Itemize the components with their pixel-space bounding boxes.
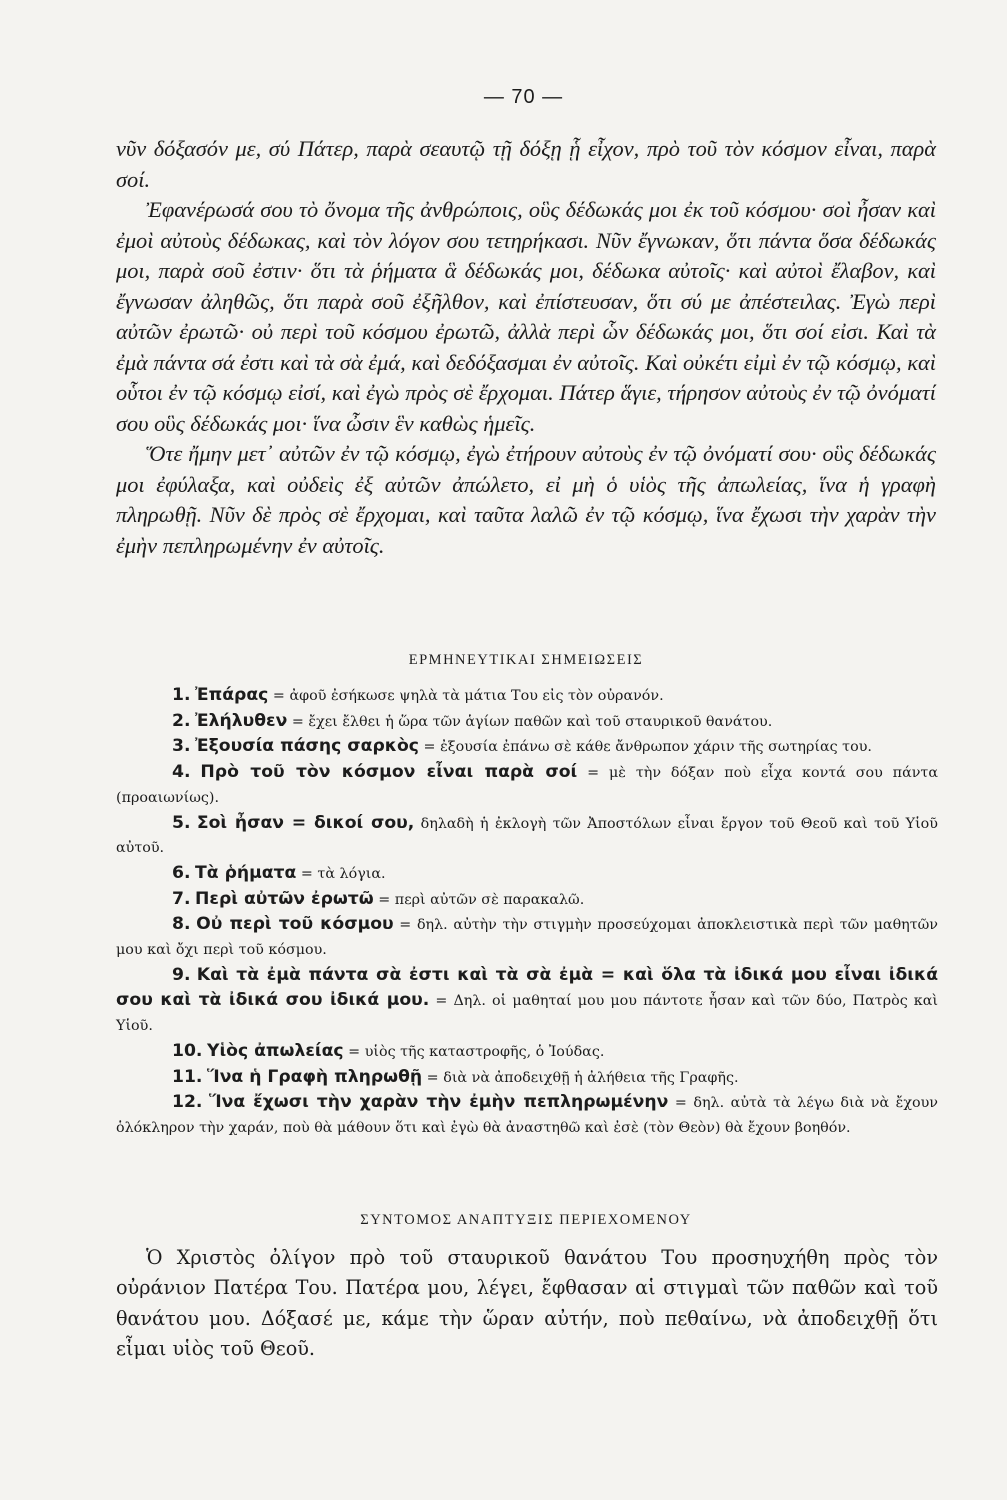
note-separator: = [668,1095,694,1112]
note-text: τὰ λόγια. [317,865,386,882]
note-separator: = [419,739,441,756]
page-number: — 70 — [483,86,564,108]
note-term: Οὐ περὶ τοῦ κόσμου [196,914,394,935]
note-term: Πρὸ τοῦ τὸν κόσμον εἶναι παρὰ σοί [200,762,578,783]
note-term: Περὶ αὐτῶν ἐρωτῶ [195,888,374,909]
note-term: Ἐλήλυθεν [195,710,288,731]
note-number: 5. [172,812,191,833]
note-number: 2. [172,710,191,731]
note-text: υἱὸς τῆς καταστροφῆς, ὁ Ἰούδας. [364,1043,605,1060]
note-separator: = [429,993,454,1010]
note-number: 1. [172,685,191,705]
note-term: Ἐπάρας [195,685,269,705]
note-item [116,1090,938,1140]
note-term: Ἵνα ἡ Γραφὴ πληρωθῇ [207,1066,423,1087]
note-text: ἐξουσία ἐπάνω σὲ κάθε ἄνθρωπον χάριν τῆς σωτηρίας του. [440,739,872,756]
scripture-paragraph: Ὅτε ἤμην μετ᾿ αὐτῶν ἐν τῷ κόσμῳ, ἐγὼ ἐτήρουν αὐτοὺς ἐν τῷ ὀνόματί σου· οὓς δέδωκάς μοι ἐφύλαξα, καὶ οὐδεὶς ἐξ αὐτῶν ἀπώλετο, εἰ μὴ ὁ υἱὸς τῆς ἀπωλείας, ἵνα ἡ γραφὴ πληρωθῇ. Νῦν δὲ πρὸς σὲ ἔρχομαι, καὶ ταῦτα λαλῶ ἐν τῷ κόσμῳ, ἵνα ἔχωσι τὴν χαρὰν τὴν ἐμὴν πεπληρωμένην ἐν αὐτοῖς. [116,441,936,558]
note-item [116,963,938,1039]
note-number: 9. [172,964,191,985]
note-text: διὰ νὰ ἀποδειχθῇ ἡ ἀλήθεια τῆς Γραφῆς. [443,1069,739,1086]
note-term: Καὶ τὰ ἐμὰ πάντα σὰ ἐστι καὶ τὰ σὰ ἐμὰ = καὶ ὅλα τὰ ἰδικά μου εἶναι ἰδικά σου καὶ τὰ ἰδικά σου ἰδικά μου. [116,964,939,1011]
note-separator: = [577,765,609,782]
notes-heading: ΕΡΜΗΝΕΥΤΙΚΑΙ ΣΗΜΕΙΩΣΕΙΣ [408,652,644,668]
note-text: δηλαδὴ ἡ ἐκλογὴ τῶν Ἀποστόλων εἶναι ἔργον τοῦ Θεοῦ καὶ τοῦ Υἱοῦ αὐτοῦ. [116,815,938,857]
note-item [116,760,938,810]
note-number: 7. [172,888,191,909]
note-term: Ἵνα ἔχωσι τὴν χαρὰν τὴν ἐμὴν πεπληρωμένην [208,1092,669,1113]
scripture-text [116,134,936,561]
note-separator: = [373,891,395,908]
note-term: Σοὶ ἦσαν = δικοί σου, [196,812,415,833]
scripture-paragraph: νῦν δόξασόν με, σύ Πάτερ, παρὰ σεαυτῷ τῇ δόξῃ ᾗ εἶχον, πρὸ τοῦ τὸν κόσμον εἶναι, παρὰ σοί. [116,136,936,192]
note-item [116,811,938,861]
note-item [116,683,938,709]
note-item [116,861,938,887]
note-term: Ἐξουσία πάσης σαρκὸς [195,736,419,757]
note-term: Υἱὸς ἀπωλείας [207,1040,344,1061]
note-number: 3. [172,736,191,757]
note-number: 11. [172,1066,203,1087]
note-item [116,912,938,962]
note-item [116,1065,938,1091]
note-number: 12. [172,1092,203,1113]
note-item [116,709,938,735]
note-number: 10. [172,1040,203,1061]
note-text: Δηλ. οἱ μαθηταί μου μου πάντοτε ἦσαν καὶ τῶν δύο, Πατρὸς καὶ Υἱοῦ. [116,993,938,1035]
note-item [116,734,938,760]
note-term: Τὰ ῥήματα [195,862,297,883]
note-item [116,887,938,913]
note-text: μὲ τὴν δόξαν ποὺ εἶχα κοντά σου πάντα (προαιωνίως). [116,765,938,806]
scripture-paragraph: Ἐφανέρωσά σου τὸ ὄνομα τῆς ἀνθρώποις, οὓς δέδωκάς μοι ἐκ τοῦ κόσμου· σοὶ ἦσαν καὶ ἐμοὶ αὐτοὺς δέδωκας, καὶ τὸν λόγον σου τετηρήκασι. Νῦν ἔγνωκαν, ὅτι πάντα ὅσα δέδωκάς μοι, παρὰ σοῦ ἐστιν· ὅτι τὰ ῥήματα ἃ δέδωκάς μοι, δέδωκα αὐτοῖς· καὶ αὐτοὶ ἔλαβον, καὶ ἔγνωσαν ἀληθῶς, ὅτι παρὰ σοῦ ἐξῆλθον, καὶ ἐπίστευσαν, ὅτι σύ με ἀπέστειλας. Ἐγὼ περὶ αὐτῶν ἐρωτῶ· οὐ περὶ τοῦ κόσμου ἐρωτῶ, ἀλλὰ περὶ ὧν δέδωκάς μοι, ὅτι σοί εἰσι. Καὶ τὰ ἐμὰ πάντα σά ἐστι καὶ τὰ σὰ ἐμά, καὶ δεδόξασμαι ἐν αὐτοῖς. Καὶ οὐκέτι εἰμὶ ἐν τῷ κόσμῳ, καὶ οὗτοι ἐν τῷ κόσμῳ εἰσί, καὶ ἐγὼ πρὸς σὲ ἔρχομαι. Πάτερ ἅγιε, τήρησον αὐτοὺς ἐν τῷ ὀνόματί σου οὓς δέδωκάς μοι· ἵνα ὦσιν ἓν καθὼς ἡμεῖς. [116,197,936,436]
note-text: περὶ αὐτῶν σὲ παρακαλῶ. [394,891,585,908]
note-text: ἀφοῦ ἐσήκωσε ψηλὰ τὰ μάτια Του εἰς τὸν οὐρανόν. [289,688,664,704]
note-separator: = [393,917,417,934]
note-separator: = [343,1043,365,1060]
summary-paragraph: Ὁ Χριστὸς ὀλίγον πρὸ τοῦ σταυρικοῦ θανάτου Του προσηυχήθη πρὸς τὸν οὐράνιον Πατέρα Του. Πατέρα μου, λέγει, ἔφθασαν αἱ στιγμαὶ τῶν παθῶν καὶ τοῦ θανάτου μου. Δόξασέ με, κάμε τὴν ὥραν αὐτήν, ποὺ πεθαίνω, νὰ ἀποδειχθῇ ὅτι εἶμαι υἱὸς τοῦ Θεοῦ. [116,1246,938,1361]
notes-list [116,683,938,1141]
note-number: 4. [172,762,191,783]
note-separator: = [422,1069,444,1086]
note-item [116,1039,938,1065]
note-number: 8. [172,914,191,935]
note-text: δηλ. αὐτὰ τὰ λέγω διὰ νὰ ἔχουν ὁλόκληρον τὴν χαράν, ποὺ θὰ μάθουν ὅτι καὶ ἐγὼ θὰ ἀναστηθῶ καὶ ἐσὲ (τὸν Θεὸν) θὰ ἔχουν βοηθόν. [116,1095,938,1136]
note-text: ἔχει ἔλθει ἡ ὥρα τῶν ἁγίων παθῶν καὶ τοῦ σταυρικοῦ θανάτου. [308,713,773,730]
note-number: 6. [172,862,191,883]
note-separator: = [296,865,318,882]
note-separator: = [268,688,290,704]
note-separator: = [287,713,309,730]
summary-heading: ΣΥΝΤΟΜΟΣ ΑΝΑΠΤΥΞΙΣ ΠΕΡΙΕΧΟΜΕΝΟΥ [360,1212,692,1228]
summary-text [116,1243,938,1365]
note-text: δηλ. αὐτὴν τὴν στιγμὴν προσεύχομαι ἀποκλειστικὰ περὶ τῶν μαθητῶν μου καὶ ὄχι περὶ τοῦ κόσμου. [116,917,939,959]
